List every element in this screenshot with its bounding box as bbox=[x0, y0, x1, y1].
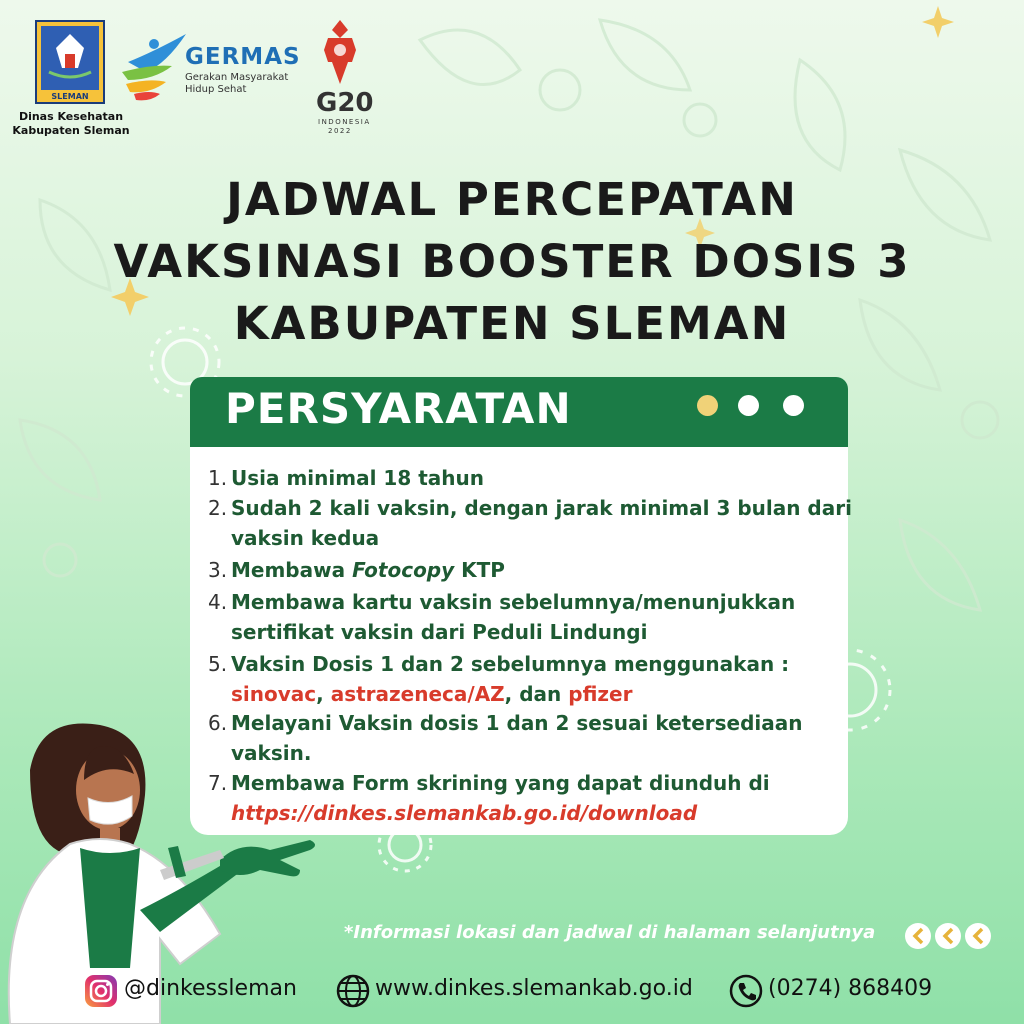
g20-subtitle-country: INDONESIA bbox=[318, 118, 371, 126]
download-link[interactable]: https://dinkes.slemankab.go.id/download bbox=[231, 801, 698, 825]
germas-tagline-1: Gerakan Masyarakat bbox=[185, 72, 289, 83]
requirement-number: 3. bbox=[208, 558, 228, 582]
vaccine-sinovac: sinovac bbox=[231, 682, 317, 706]
website-link[interactable]: www.dinkes.slemankab.go.id bbox=[375, 976, 693, 1001]
germas-name: GERMAS bbox=[185, 44, 301, 70]
decor-dot-yellow bbox=[697, 395, 718, 416]
agency-name bbox=[0, 110, 142, 138]
title-line-3: KABUPATEN SLEMAN bbox=[233, 297, 791, 350]
instagram-icon bbox=[84, 974, 118, 1008]
requirement-text: Usia minimal 18 tahun bbox=[231, 466, 484, 490]
vaccine-astrazeneca: astrazeneca/AZ bbox=[330, 682, 505, 706]
phone-icon bbox=[729, 974, 763, 1008]
decor-dot-white bbox=[738, 395, 759, 416]
requirements-heading: PERSYARATAN bbox=[225, 384, 572, 433]
germas-tagline-2: Hidup Sehat bbox=[185, 84, 247, 95]
title-line-2: VAKSINASI BOOSTER DOSIS 3 bbox=[113, 235, 911, 288]
g20-emblem-icon bbox=[318, 18, 362, 88]
vaccine-pfizer: pfizer bbox=[568, 682, 633, 706]
vaccine-list: sinovac, astrazeneca/AZ, dan pfizer bbox=[231, 682, 633, 706]
title-line-1: JADWAL PERCEPATAN bbox=[226, 173, 798, 226]
agency-line-1: Dinas Kesehatan bbox=[18, 110, 124, 123]
sleman-regency-logo bbox=[35, 20, 105, 104]
requirement-number: 1. bbox=[208, 466, 228, 490]
requirement-text-cont: vaksin. bbox=[231, 741, 312, 765]
requirement-text: Vaksin Dosis 1 dan 2 sebelumnya menggunakan : bbox=[231, 652, 790, 676]
decor-dot-white bbox=[783, 395, 804, 416]
g20-text: G20 bbox=[316, 88, 374, 118]
requirement-number: 2. bbox=[208, 496, 228, 520]
next-page-note: *Informasi lokasi dan jadwal di halaman selanjutnya bbox=[344, 922, 876, 943]
requirement-text-cont: sertifikat vaksin dari Peduli Lindungi bbox=[231, 620, 648, 644]
g20-subtitle-year: 2022 bbox=[328, 127, 352, 135]
requirement-number: 5. bbox=[208, 652, 228, 676]
agency-line-2: Kabupaten Sleman bbox=[12, 124, 130, 137]
requirement-text-cont: vaksin kedua bbox=[231, 526, 380, 550]
requirement-number: 7. bbox=[208, 771, 228, 795]
sleman-logo-text: SLEMAN bbox=[51, 92, 89, 101]
phone-number[interactable]: (0274) 868409 bbox=[768, 976, 933, 1001]
requirement-text: Membawa Fotocopy KTP bbox=[231, 558, 505, 582]
requirement-number: 6. bbox=[208, 711, 228, 735]
requirement-number: 4. bbox=[208, 590, 228, 614]
requirement-text: Melayani Vaksin dosis 1 dan 2 sesuai ketersediaan bbox=[231, 711, 803, 735]
requirement-text: Membawa kartu vaksin sebelumnya/menunjukkan bbox=[231, 590, 796, 614]
globe-icon bbox=[336, 974, 370, 1008]
requirement-text: Membawa Form skrining yang dapat diunduh di bbox=[231, 771, 770, 795]
previous-arrows-icon[interactable] bbox=[903, 921, 993, 951]
instagram-handle[interactable]: @dinkessleman bbox=[124, 976, 297, 1001]
fotocopy-italic: Fotocopy bbox=[352, 558, 455, 582]
requirement-text: Sudah 2 kali vaksin, dengan jarak minimal 3 bulan dari bbox=[231, 496, 852, 520]
germas-logo-icon bbox=[118, 22, 188, 104]
